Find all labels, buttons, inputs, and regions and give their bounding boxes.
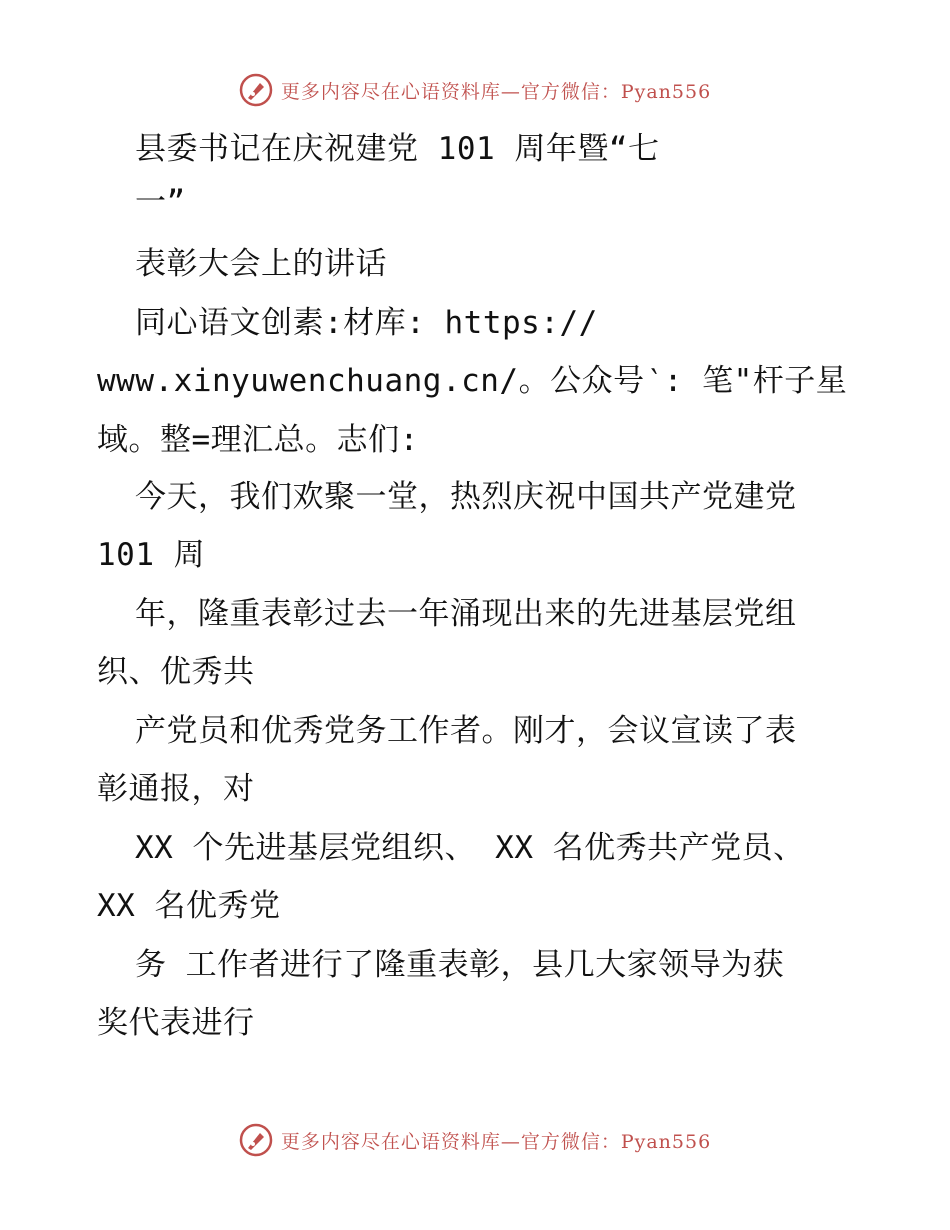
footer-watermark-text: 更多内容尽在心语资料库—官方微信：Pyan556 [280,1130,712,1153]
body-line-6: 彰通报，对 [97,771,255,807]
header-watermark-text: 更多内容尽在心语资料库—官方微信：Pyan556 [280,80,712,103]
body-line-9: 务 工作者进行了隆重表彰，县几大家领导为获 [135,947,785,983]
source-line-1: 同心语文创素:材库: https:// [135,305,598,341]
footer-watermark-banner [0,1120,950,1160]
source-line-3: 域。整=理汇总。志们: [97,422,419,458]
body-line-3: 年，隆重表彰过去一年涌现出来的先进基层党组 [135,596,797,632]
body-line-5: 产党员和优秀党务工作者。刚才，会议宣读了表 [135,713,797,749]
title-line-3: 表彰大会上的讲话 [135,246,387,282]
title-line-2: 一” [135,184,186,220]
body-line-2: 101 周 [97,537,206,573]
source-line-2: www.xinyuwenchuang.cn/。公众号‵: 笔"杆子星 [97,363,848,399]
body-line-1: 今天，我们欢聚一堂，热烈庆祝中国共产党建党 [135,479,797,515]
body-line-7: XX 个先进基层党组织、 XX 名优秀共产党员、 [135,830,805,866]
body-line-10: 奖代表进行 [97,1005,255,1041]
title-line-1: 县委书记在庆祝建党 101 周年暨“七 [135,131,660,167]
pen-nib-icon [239,1123,273,1157]
body-line-8: XX 名优秀党 [97,888,281,924]
body-line-4: 织、优秀共 [97,654,255,690]
